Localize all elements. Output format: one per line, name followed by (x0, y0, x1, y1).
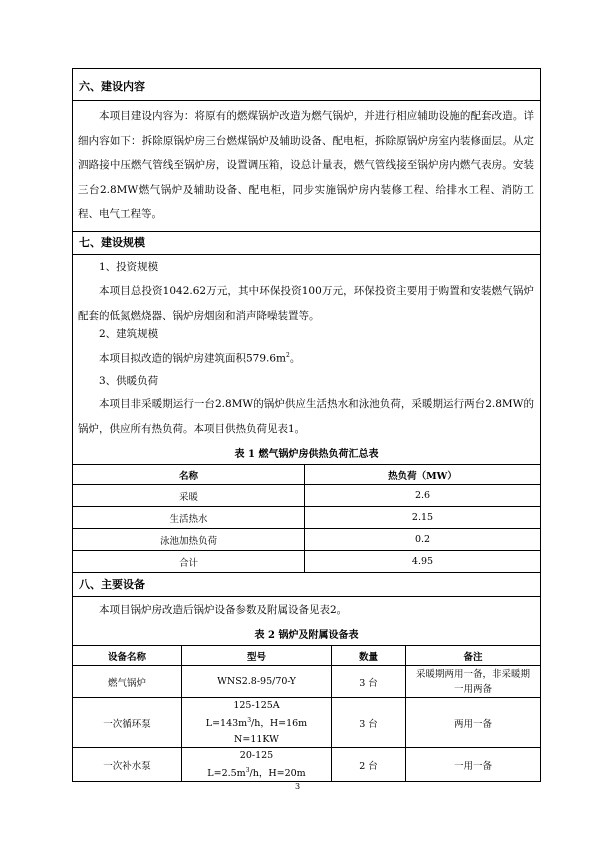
table-row (73, 748, 541, 782)
table-cell: 20-125 $L=2.5m^3/h$，H=20m (182, 748, 332, 782)
table-cell: 一次补水泵 (73, 748, 182, 782)
table-2-header-note: 备注 (406, 646, 541, 666)
table-cell: 0.2 (305, 529, 541, 551)
table-cell: WNS2.8-95/70-Y (182, 666, 332, 698)
table-cell: 125-125A $L=143m^3/h$，H=16m N=11KW (182, 698, 332, 748)
table-cell: 泳池加热负荷 (73, 529, 305, 551)
table-2-header-name: 设备名称 (73, 646, 182, 666)
subheading-building: 2、建筑规模 (99, 328, 159, 340)
table-row (73, 485, 541, 507)
table-cell: 3 台 (332, 666, 406, 698)
table-cell: 2.15 (305, 507, 541, 529)
table-1-header-load: 热负荷（MW） (305, 465, 541, 485)
table-cell: 一用一备 (406, 748, 541, 782)
divider (72, 596, 541, 597)
page-number: 3 (294, 782, 301, 791)
divider (72, 231, 541, 232)
table-row (73, 551, 541, 573)
table-cell: 采暖 (73, 485, 305, 507)
investment-paragraph: 本项目总投资1042.62万元，其中环保投资100万元，环保投资主要用于购置和安装燃气锅炉配套的低氮燃烧器、锅炉房烟囱和消声降噪装置等。 (78, 285, 534, 322)
table-2-header-model: 型号 (182, 646, 332, 666)
table-row (73, 698, 541, 748)
heating-paragraph: 本项目非采暖期运行一台2.8MW的锅炉供应生活热水和泳池负荷，采暖期运行两台2.8MW的锅炉，供应所有热负荷。本项目供热负荷见表1。 (78, 398, 534, 435)
divider (72, 100, 541, 101)
table-2-header-qty: 数量 (332, 646, 406, 666)
subheading-investment: 1、投资规模 (99, 261, 159, 273)
section-6-heading: 六、建设内容 (79, 80, 145, 93)
section-6-paragraph: 本项目建设内容为：将原有的燃煤锅炉改造为燃气锅炉，并进行相应辅助设施的配套改造。详细内容如下：拆除原锅炉房三台燃煤锅炉及辅助设备、配电柜，拆除原锅炉房室内装修面层。从定泗路接中压燃气管线至锅炉房，设置调压箱，设总计量表，燃气管线接至锅炉房内燃气表房。安装三台2.8MW燃气锅炉及辅助设备、配电柜，同步实施锅炉房内装修工程、给排水工程、消防工程、电气工程等。 (78, 110, 534, 220)
section-8-paragraph: 本项目锅炉房改造后锅炉设备参数及附属设备见表2。 (99, 604, 348, 616)
table-cell: 2.6 (305, 485, 541, 507)
section-7-heading: 七、建设规模 (79, 236, 145, 249)
table-cell: 燃气锅炉 (73, 666, 182, 698)
subheading-heating: 3、供暖负荷 (99, 375, 159, 387)
table-row (73, 666, 541, 698)
table-row (73, 507, 541, 529)
table-cell: 采暖期两用一备，非采暖期一用两备 (406, 666, 541, 698)
table-cell: 合计 (73, 551, 305, 573)
table-2 (72, 645, 541, 782)
table-cell: 一次循环泵 (73, 698, 182, 748)
table-1-header-name: 名称 (73, 465, 305, 485)
table-cell: 4.95 (305, 551, 541, 573)
table-1 (72, 464, 541, 573)
table-1-caption: 表 1 燃气锅炉房供热负荷汇总表 (234, 449, 379, 460)
table-2-caption: 表 2 锅炉及附属设备表 (254, 630, 359, 641)
table-cell: 2 台 (332, 748, 406, 782)
table-row (73, 529, 541, 551)
section-8-heading: 八、主要设备 (79, 578, 145, 591)
table-cell: 生活热水 (73, 507, 305, 529)
table-cell: 两用一备 (406, 698, 541, 748)
building-paragraph: 本项目拟改造的锅炉房建筑面积$579.6m^2$。 (99, 352, 301, 365)
table-cell: 3 台 (332, 698, 406, 748)
